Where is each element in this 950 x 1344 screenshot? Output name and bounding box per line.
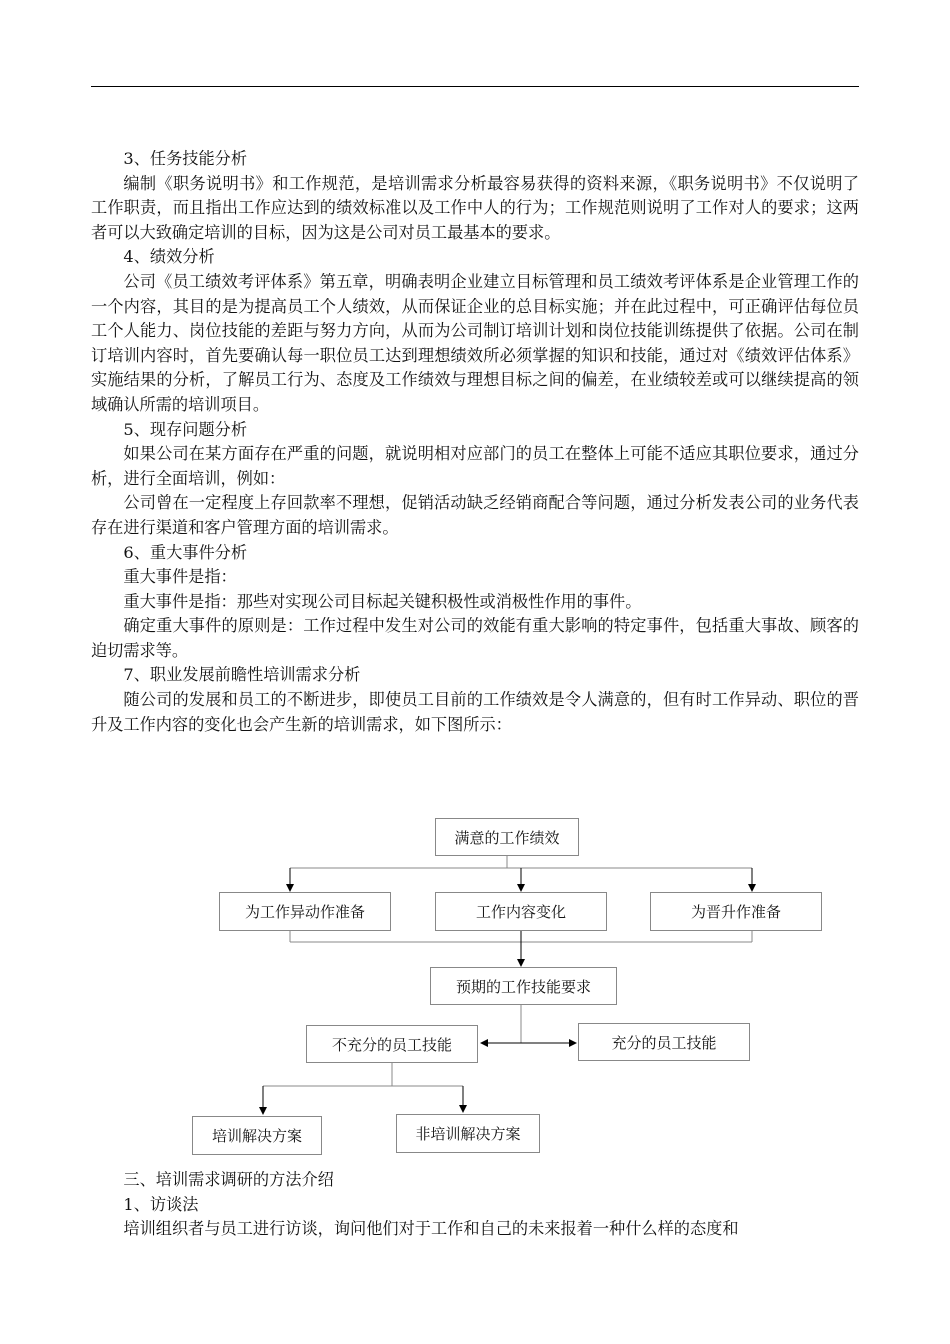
paragraph: 公司《员工绩效考评体系》第五章，明确表明企业建立目标管理和员工绩效考评体系是企业管理工作的一个内容，其目的是为提高员工个人绩效，从而保证企业的总目标实施；并在此过程中，可正确评估每位员工个人能力、岗位技能的差距与努力方向，从而为公司制订培训计划和岗位技能训练提供了依据。公司在制订培训内容时，首先要确认每一职位员工达到理想绩效所必须掌握的知识和技能，通过对《绩效评估体系》实施结果的分析，了解员工行为、态度及工作绩效与理想目标之间的偏差，在业绩较差或可以继续提高的领域确认所需的培训项目。 [91, 271, 859, 414]
flow-box-job-content-change: 工作内容变化 [435, 892, 607, 931]
flow-box-insufficient-skills: 不充分的员工技能 [306, 1025, 478, 1063]
document-body-continued [91, 1168, 859, 1242]
section-heading-4: 4、绩效分析 [123, 247, 215, 267]
flow-box-satisfactory-performance: 满意的工作绩效 [435, 818, 579, 856]
flow-box-promotion-prep: 为晋升作准备 [650, 892, 822, 931]
paragraph: 培训组织者与员工进行访谈，询问他们对于工作和自己的未来报着一种什么样的态度和 [123, 1219, 739, 1239]
section-heading-7: 7、职业发展前瞻性培训需求分析 [123, 665, 361, 685]
header-rule [91, 86, 859, 87]
paragraph: 确定重大事件的原则是：工作过程中发生对公司的效能有重大影响的特定事件，包括重大事故、顾客的迫切需求等。 [91, 616, 859, 660]
section-heading-survey-methods: 三、培训需求调研的方法介绍 [123, 1170, 334, 1189]
paragraph: 编制《职务说明书》和工作规范，是培训需求分析最容易获得的资料来源，《职务说明书》不仅说明了工作职责，而且指出工作应达到的绩效标准以及工作中人的行为；工作规范则说明了工作对人的要求；这两者可以大致确定培训的目标，因为这是公司对员工最基本的要求。 [91, 173, 859, 242]
paragraph: 重大事件是指： [123, 567, 237, 587]
flow-box-sufficient-skills: 充分的员工技能 [578, 1023, 750, 1061]
flow-box-expected-skills: 预期的工作技能要求 [430, 967, 617, 1005]
paragraph: 重大事件是指：那些对实现公司目标起关键积极性或消极性作用的事件。 [123, 591, 642, 611]
flow-box-job-change-prep: 为工作异动作准备 [219, 892, 391, 931]
section-heading-6: 6、重大事件分析 [123, 542, 248, 562]
paragraph: 随公司的发展和员工的不断进步，即使员工目前的工作绩效是令人满意的，但有时工作异动、职位的晋升及工作内容的变化也会产生新的培训需求，如下图所示： [91, 690, 859, 734]
section-heading-5: 5、现存问题分析 [123, 419, 248, 439]
section-heading-interview: 1、访谈法 [123, 1194, 199, 1214]
flow-box-training-solution: 培训解决方案 [192, 1116, 322, 1155]
section-heading-3: 3、任务技能分析 [123, 149, 248, 168]
document-body [91, 147, 859, 737]
paragraph: 如果公司在某方面存在严重的问题，就说明相对应部门的员工在整体上可能不适应其职位要求，通过分析，进行全面培训，例如： [91, 444, 859, 488]
flow-box-non-training-solution: 非培训解决方案 [396, 1114, 540, 1153]
paragraph: 公司曾在一定程度上存回款率不理想，促销活动缺乏经销商配合等问题，通过分析发表公司的业务代表存在进行渠道和客户管理方面的培训需求。 [91, 493, 859, 537]
